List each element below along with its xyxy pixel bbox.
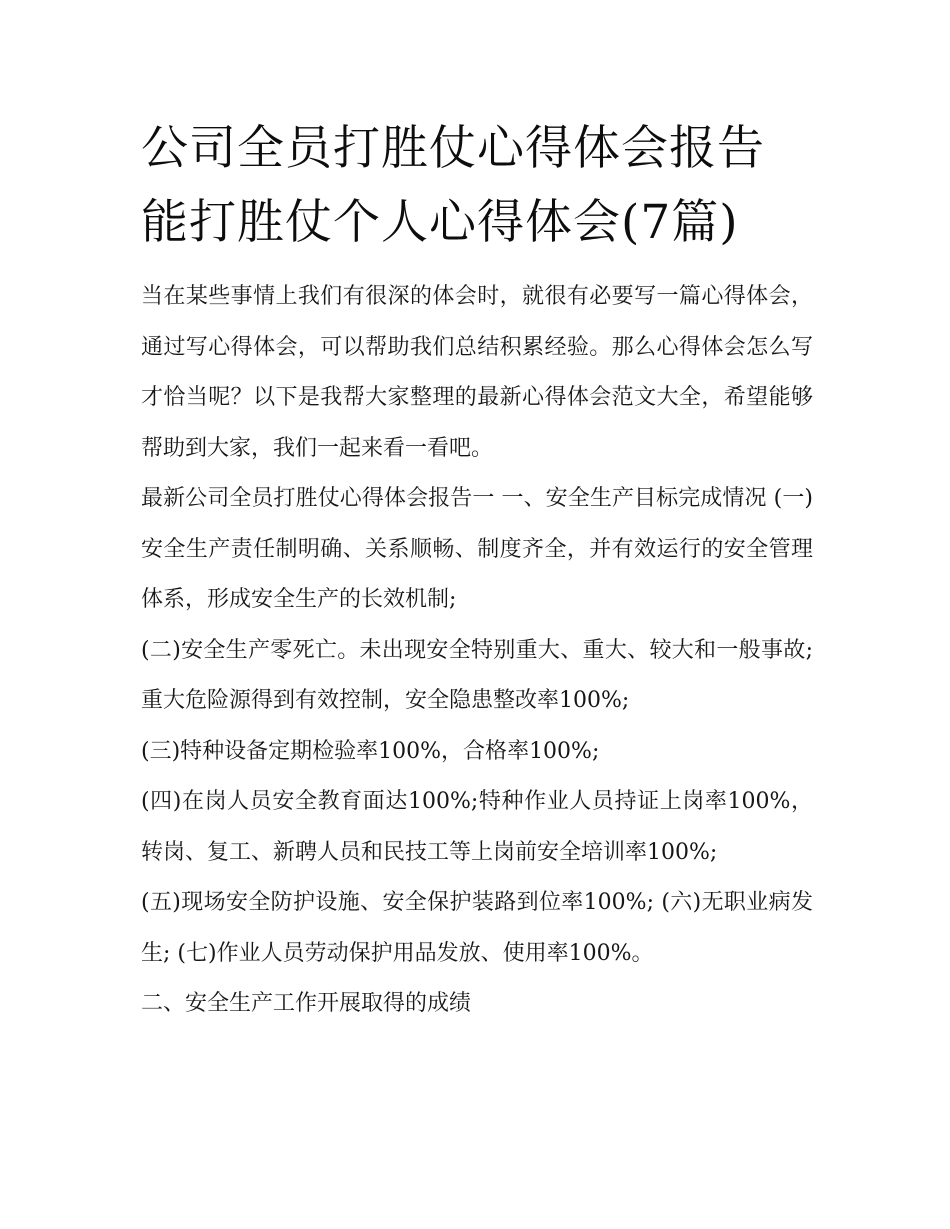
document-page <box>141 112 813 1030</box>
intro-paragraph: 当在某些事情上我们有很深的体会时，就很有必要写一篇心得体会，通过写心得体会，可以帮助我们总结积累经验。那么心得体会怎么写才恰当呢？以下是我帮大家整理的最新心得体会范文大全，希望能够帮助到大家，我们一起来看一看吧。 <box>141 284 813 461</box>
section-2-heading: 二、安全生产工作开展取得的成绩 <box>141 991 472 1016</box>
item-2-paragraph: (二)安全生产零死亡。未出现安全特别重大、重大、较大和一般事故; 重大危险源得到有效控制，安全隐患整改率100%; <box>141 637 813 713</box>
item-3-paragraph: (三)特种设备定期检验率100%，合格率100%; <box>141 738 600 764</box>
title-line-2: 能打胜仗个人心得体会(7篇) <box>141 195 739 250</box>
item-5-7-paragraph: (五)现场安全防护设施、安全保护装路到位率100%; (六)无职业病发生; (七)作业人员劳动保护用品发放、使用率100%。 <box>141 890 813 966</box>
document-title <box>141 112 813 260</box>
report-section-1-paragraph: 最新公司全员打胜仗心得体会报告一 一、安全生产目标完成情况 (一)安全生产责任制明确、关系顺畅、制度齐全，并有效运行的安全管理体系，形成安全生产的长效机制; <box>141 486 813 612</box>
title-line-1: 公司全员打胜仗心得体会报告 <box>141 121 765 176</box>
item-4-paragraph: (四)在岗人员安全教育面达100%;特种作业人员持证上岗率100%，转岗、复工、新聘人员和民技工等上岗前安全培训率100%; <box>141 789 813 865</box>
